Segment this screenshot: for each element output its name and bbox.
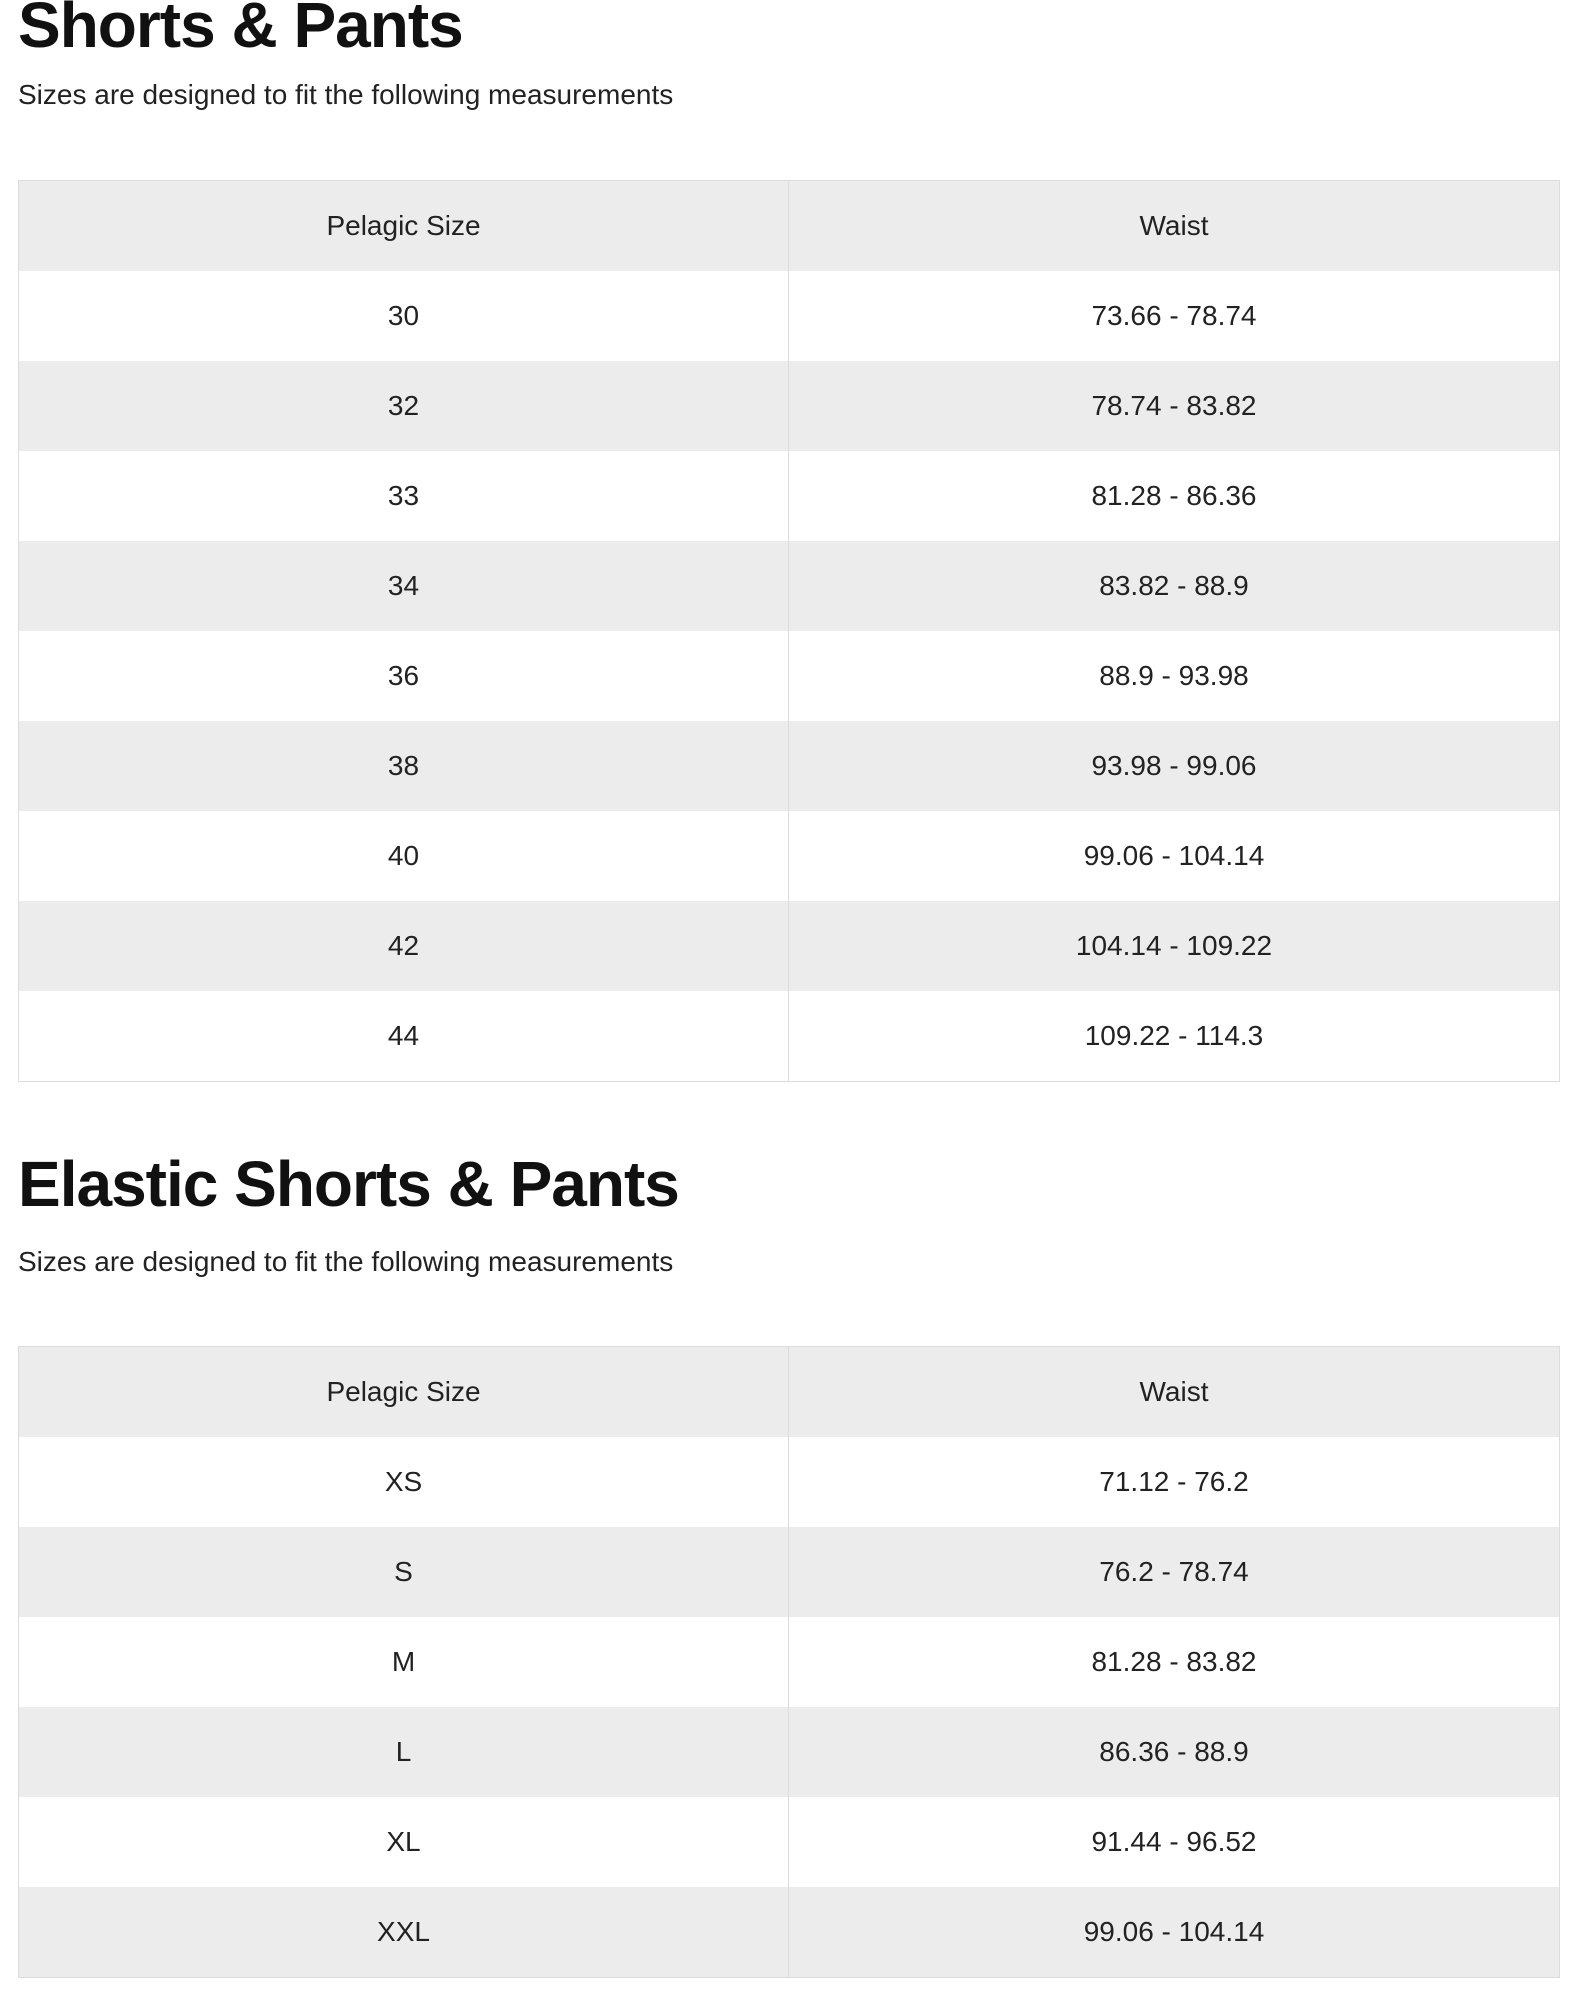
waist-cell: 86.36 - 88.9 <box>1099 1736 1249 1767</box>
waist-cell: 73.66 - 78.74 <box>1091 300 1257 331</box>
size-section-elastic-shorts-pants <box>18 1148 1559 1978</box>
size-cell: 40 <box>19 811 789 901</box>
size-cell: 33 <box>19 451 789 541</box>
size-cell: S <box>19 1527 789 1617</box>
section-subtitle: Sizes are designed to fit the following measurements <box>18 1246 674 1277</box>
column-header-waist: Waist <box>1139 1376 1209 1407</box>
waist-cell: 104.14 - 109.22 <box>1075 930 1273 961</box>
table-row <box>19 901 1560 991</box>
table-row <box>19 271 1560 361</box>
waist-cell: 109.22 - 114.3 <box>1084 1020 1264 1051</box>
size-cell: L <box>19 1707 789 1797</box>
waist-cell: 91.44 - 96.52 <box>1091 1826 1257 1857</box>
size-table <box>18 180 1560 1082</box>
size-cell: M <box>19 1617 789 1707</box>
table-row <box>19 1437 1560 1527</box>
table-row <box>19 1887 1560 1978</box>
size-cell: 36 <box>19 631 789 721</box>
table-row <box>19 1707 1560 1797</box>
table-row <box>19 631 1560 721</box>
waist-cell: 78.74 - 83.82 <box>1091 390 1257 421</box>
size-section-shorts-pants <box>18 0 1559 1082</box>
table-row <box>19 1527 1560 1617</box>
table-header-row <box>19 1347 1560 1438</box>
section-subtitle: Sizes are designed to fit the following measurements <box>18 79 674 110</box>
waist-cell: 99.06 - 104.14 <box>1083 1916 1265 1947</box>
table-row <box>19 811 1560 901</box>
waist-cell: 93.98 - 99.06 <box>1091 750 1257 781</box>
size-cell: 38 <box>19 721 789 811</box>
column-header-size: Pelagic Size <box>19 1347 789 1438</box>
table-row <box>19 541 1560 631</box>
table-row <box>19 1797 1560 1887</box>
size-cell: 30 <box>19 271 789 361</box>
size-cell: XL <box>19 1797 789 1887</box>
waist-cell: 83.82 - 88.9 <box>1099 570 1249 601</box>
waist-cell: 71.12 - 76.2 <box>1099 1466 1249 1497</box>
table-row <box>19 721 1560 811</box>
size-cell: 44 <box>19 991 789 1082</box>
table-row <box>19 1617 1560 1707</box>
size-cell: XS <box>19 1437 789 1527</box>
column-header-waist: Waist <box>1139 210 1209 241</box>
table-row <box>19 451 1560 541</box>
table-row <box>19 361 1560 451</box>
size-cell: 32 <box>19 361 789 451</box>
section-title: Shorts & Pants <box>18 0 463 61</box>
column-header-size: Pelagic Size <box>19 181 789 272</box>
table-row <box>19 991 1560 1082</box>
table-header-row <box>19 181 1560 272</box>
waist-cell: 88.9 - 93.98 <box>1099 660 1249 691</box>
section-title: Elastic Shorts & Pants <box>18 1148 679 1220</box>
size-cell: 34 <box>19 541 789 631</box>
waist-cell: 81.28 - 86.36 <box>1091 480 1257 511</box>
size-cell: XXL <box>19 1887 789 1978</box>
size-table <box>18 1346 1560 1978</box>
waist-cell: 81.28 - 83.82 <box>1091 1646 1257 1677</box>
waist-cell: 99.06 - 104.14 <box>1083 840 1265 871</box>
waist-cell: 76.2 - 78.74 <box>1099 1556 1249 1587</box>
size-cell: 42 <box>19 901 789 991</box>
